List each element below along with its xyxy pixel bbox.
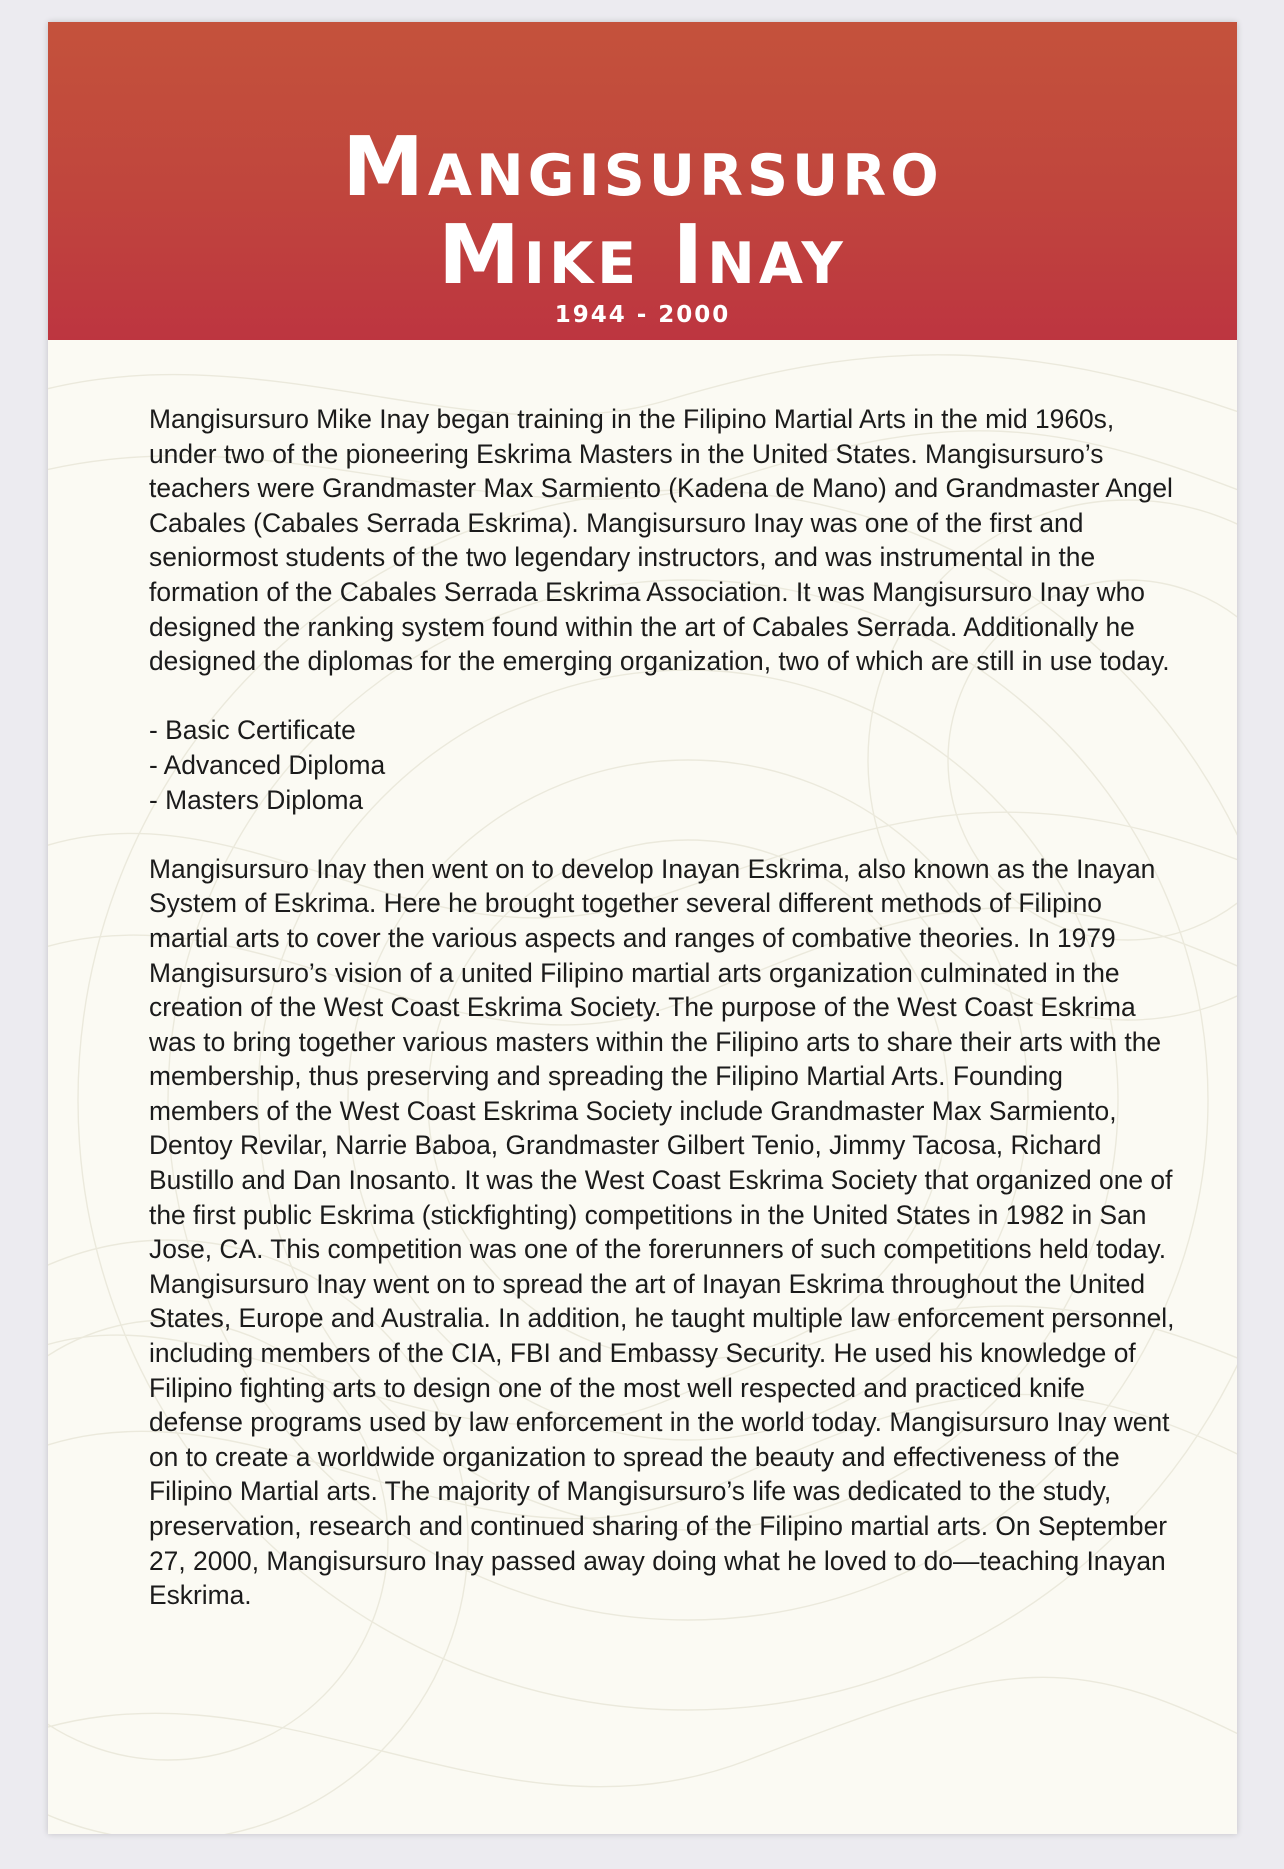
title-second-line: Mike Inay	[438, 208, 847, 303]
diploma-list	[149, 713, 1179, 817]
biography-paragraph-2: Mangisursuro Inay then went on to develop Inayan Eskrima, also known as the Inayan System of Eskrima. Here he brought together several different methods of Filipino martial arts to cover the various aspects and ranges of combative theories. In 1979 Mangisursuro’s vision of a united Filipino martial arts organization culminated in the creation of the West Coast Eskrima Society. The purpose of the West Coast Eskrima was to bring together various masters within the Filipino arts to share their arts with the membership, thus preserving and spreading the Filipino Martial Arts. Founding members of the West Coast Eskrima Society include Grandmaster Max Sarmiento, Dentoy Revilar, Narrie Baboa, Grandmaster Gilbert Tenio, Jimmy Tacosa, Richard Bustillo and Dan Inosanto. It was the West Coast Eskrima Society that organized one of the first public Eskrima (stickfighting) competitions in the United States in 1982 in San Jose, CA. This competition was one of the forerunners of such competitions held today. Mangisursuro Inay went on to spread the art of Inayan Eskrima throughout the United States, Europe and Australia. In addition, he taught multiple law enforcement personnel, including members of the CIA, FBI and Embassy Security. He used his knowledge of Filipino fighting arts to design one of the most well respected and practiced knife defense programs used by law enforcement in the world today. Mangisursuro Inay went on to create a worldwide organization to spread the beauty and effectiveness of the Filipino Martial arts. The majority of Mangisursuro’s life was dedicated to the study, preservation, research and continued sharing of the Filipino martial arts. On September 27, 2000, Mangisursuro Inay passed away doing what he loved to do—teaching Inayan Eskrima.	[149, 853, 1175, 1611]
memorial-page	[48, 22, 1237, 1834]
list-item: - Basic Certificate	[149, 715, 356, 746]
list-item: - Advanced Diploma	[149, 749, 386, 780]
list-item: - Masters Diploma	[149, 784, 364, 815]
title-banner	[48, 22, 1237, 340]
title-first-line: Mangisursuro	[342, 120, 943, 215]
life-dates: 1944 - 2000	[554, 302, 731, 328]
biography-text	[149, 402, 1179, 1613]
biography-paragraph-1: Mangisursuro Mike Inay began training in the Filipino Martial Arts in the mid 1960s, under two of the pioneering Eskrima Masters in the United States. Mangisursuro’s teachers were Grandmaster Max Sarmiento (Kadena de Mano) and Grandmaster Angel Cabales (Cabales Serrada Eskrima). Mangisursuro Inay was one of the first and seniormost students of the two legendary instructors, and was instrumental in the formation of the Cabales Serrada Eskrima Association. It was Mangisursuro Inay who designed the ranking system found within the art of Cabales Serrada. Additionally he designed the diplomas for the emerging organization, two of which are still in use today.	[149, 404, 1173, 677]
